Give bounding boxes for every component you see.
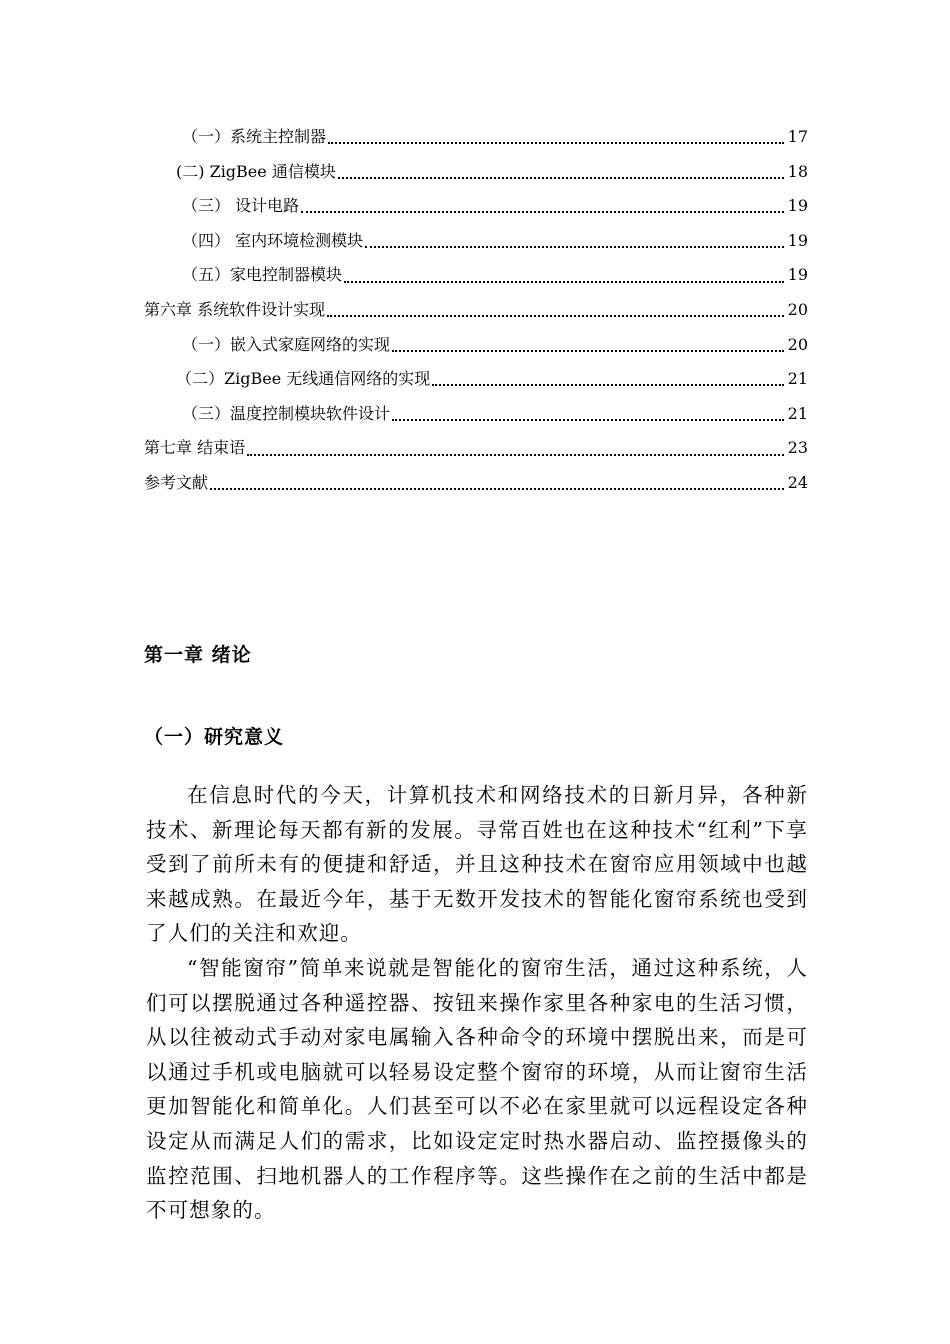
section-heading: （一）研究意义 <box>144 726 285 748</box>
toc-entry-page: 21 <box>787 403 808 423</box>
paragraph: “智能窗帘”简单来说就是智能化的窗帘生活，通过这种系统，人们可以摆脱通过各种遥控器、按钮来操作家里各种家电的生活习惯，从以往被动式手动对家电属输入各种命令的环境中摆脱出来，而是可以通过手机或电脑就可以轻易设定整个窗帘的环境，从而让窗帘生活更加智能化和简单化。人们甚至可以不必在家里就可以远程设定各种设定从而满足人们的需求，比如设定定时热水器启动、监控摄像头的监控范围、扫地机器人的工作程序等。这些操作在之前的生活中都是不可想象的。 <box>146 955 808 1223</box>
toc-entry-title: （三） 设计电路 <box>182 196 300 216</box>
toc-dot-leader <box>432 384 784 386</box>
toc-entry[interactable] <box>144 362 808 397</box>
toc-dot-leader <box>210 488 784 490</box>
toc-entry-page: 17 <box>787 127 808 146</box>
toc-entry-title: （四） 室内环境检测模块 <box>182 230 364 250</box>
toc-entry-title: 参考文献 <box>144 472 209 492</box>
toc-entry[interactable] <box>144 120 808 155</box>
toc-dot-leader <box>328 142 784 144</box>
toc-dot-leader <box>338 177 784 179</box>
toc-entry-page: 21 <box>787 369 808 389</box>
toc-entry[interactable] <box>144 189 808 224</box>
table-of-contents <box>144 120 808 501</box>
toc-entry-title: （一）系统主控制器 <box>182 127 327 146</box>
toc-dot-leader <box>365 246 784 248</box>
chapter-heading: 第一章 绪论 <box>144 644 252 666</box>
toc-dot-leader <box>392 350 784 352</box>
toc-entry[interactable] <box>144 397 808 432</box>
toc-dot-leader <box>344 281 784 283</box>
toc-entry-page: 24 <box>787 472 808 492</box>
toc-entry-title: （五）家电控制器模块 <box>182 265 343 285</box>
toc-entry-page: 19 <box>787 265 808 285</box>
toc-dot-leader <box>392 419 784 421</box>
toc-dot-leader <box>327 315 784 317</box>
toc-entry[interactable] <box>144 328 808 363</box>
toc-entry-title: （二）ZigBee 无线通信网络的实现 <box>176 369 431 389</box>
body-text <box>146 778 808 1228</box>
toc-dot-leader <box>301 211 784 213</box>
toc-entry-title: 第七章 结束语 <box>144 438 246 458</box>
toc-entry-page: 20 <box>787 299 808 319</box>
toc-entry[interactable] <box>144 258 808 293</box>
toc-entry[interactable] <box>144 293 808 328</box>
toc-entry-page: 19 <box>787 230 808 250</box>
toc-entry-title: （一）嵌入式家庭网络的实现 <box>182 334 391 354</box>
toc-entry[interactable] <box>144 224 808 259</box>
toc-entry-page: 20 <box>787 334 808 354</box>
toc-entry[interactable] <box>144 466 808 501</box>
toc-entry-page: 19 <box>787 196 808 216</box>
toc-entry-title: （三）温度控制模块软件设计 <box>182 403 391 423</box>
toc-entry-page: 18 <box>787 161 808 181</box>
paragraph: 在信息时代的今天，计算机技术和网络技术的日新月异，各种新技术、新理论每天都有新的发展。寻常百姓也在这种技术“红利”下享受到了前所未有的便捷和舒适，并且这种技术在窗帘应用领域中也越来越成熟。在最近今年，基于无数开发技术的智能化窗帘系统也受到了人们的关注和欢迎。 <box>146 783 808 946</box>
toc-entry[interactable] <box>144 431 808 466</box>
toc-entry-title: (二) ZigBee 通信模块 <box>176 161 336 181</box>
toc-entry-page: 23 <box>787 438 808 458</box>
toc-dot-leader <box>247 454 784 456</box>
toc-entry-title: 第六章 系统软件设计实现 <box>144 299 326 319</box>
toc-entry[interactable] <box>144 155 808 190</box>
